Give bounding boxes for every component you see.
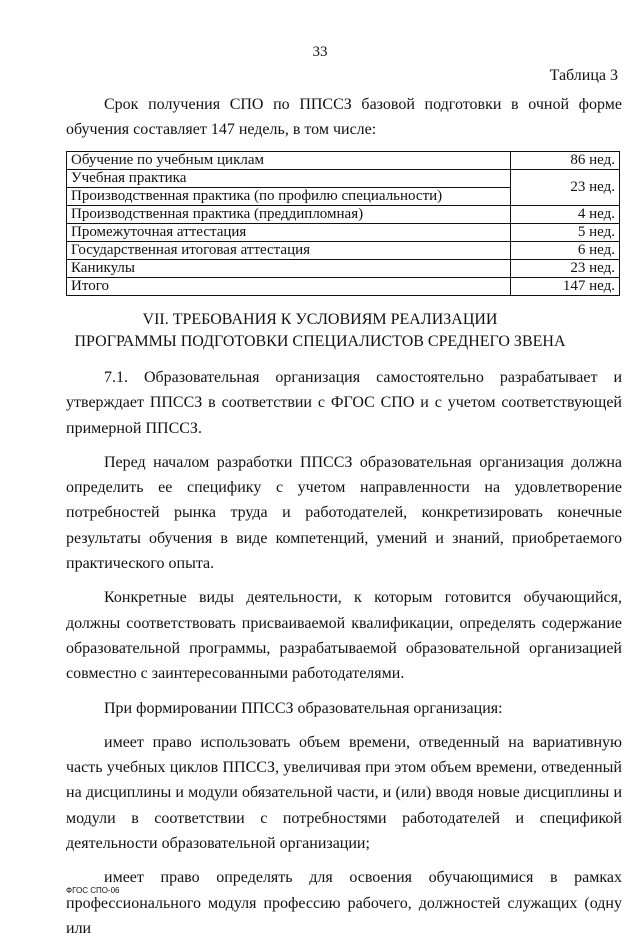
row-label: Производственная практика (по профилю специальности) (67, 188, 511, 206)
intro-paragraph (66, 92, 622, 142)
paragraph: Конкретные виды деятельности, к которым готовится обучающийся, должны соответствовать присваиваемой квалификации, определять содержание образовательной программы, разрабатываемой образовательной организацией совместно с заинтересованными работодателями. (66, 589, 622, 683)
table-row (67, 278, 620, 296)
row-label: Государственная итоговая аттестация (67, 242, 511, 260)
row-value: 4 нед. (511, 206, 620, 224)
table-row (67, 224, 620, 242)
footer-code: ФГОС СПО-06 (66, 886, 120, 895)
study-terms-table (66, 151, 620, 296)
row-label: Обучение по учебным циклам (67, 152, 511, 170)
table-row (67, 170, 620, 188)
row-label: Промежуточная аттестация (67, 224, 511, 242)
section-title (0, 309, 640, 353)
paragraph: Перед началом разработки ППССЗ образовательная организация должна определить ее специфику с учетом направленности на удовлетворение потребностей рынка труда и работодателей, конкретизировать конечные результаты обучения в виде компетенций, умений и знаний, приобретаемого практического опыта. (66, 453, 622, 573)
row-value: 147 нед. (511, 278, 620, 296)
section-title-line: ПРОГРАММЫ ПОДГОТОВКИ СПЕЦИАЛИСТОВ СРЕДНЕГО ЗВЕНА (74, 333, 566, 350)
row-value: 6 нед. (511, 242, 620, 260)
body-text (66, 365, 622, 950)
table-row (67, 260, 620, 278)
table-row (67, 206, 620, 224)
paragraph: 7.1. Образовательная организация самостоятельно разрабатывает и утверждает ППССЗ в соответствии с ФГОС СПО и с учетом соответствующей примерной ППССЗ. (66, 369, 622, 437)
paragraph: имеет право определять для освоения обучающимися в рамках профессионального модуля профессию рабочего, должностей служащих (одну или (66, 869, 622, 937)
row-value: 5 нед. (511, 224, 620, 242)
section-title-line: VII. ТРЕБОВАНИЯ К УСЛОВИЯМ РЕАЛИЗАЦИИ (142, 311, 498, 328)
intro-text: Срок получения СПО по ППССЗ базовой подготовки в очной форме обучения составляет 147 недель, в том числе: (66, 96, 622, 138)
paragraph: При формировании ППССЗ образовательная организация: (104, 699, 503, 717)
row-value: 86 нед. (511, 152, 620, 170)
page-number: 33 (312, 44, 328, 60)
row-label: Итого (67, 278, 511, 296)
table-row (67, 152, 620, 170)
paragraph: имеет право использовать объем времени, отведенный на вариативную часть учебных циклов ППССЗ, увеличивая при этом объем времени, отведенный на дисциплины и модули обязательной части, и (или) вводя новые дисциплины и модули в соответствии с потребностями работодателей и спецификой деятельности образовательной организации; (66, 733, 622, 853)
table-row (67, 242, 620, 260)
row-value: 23 нед. (511, 170, 620, 206)
row-value: 23 нед. (511, 260, 620, 278)
row-label: Учебная практика (67, 170, 511, 188)
table-label: Таблица 3 (549, 67, 618, 84)
row-label: Производственная практика (преддипломная) (67, 206, 511, 224)
row-label: Каникулы (67, 260, 511, 278)
